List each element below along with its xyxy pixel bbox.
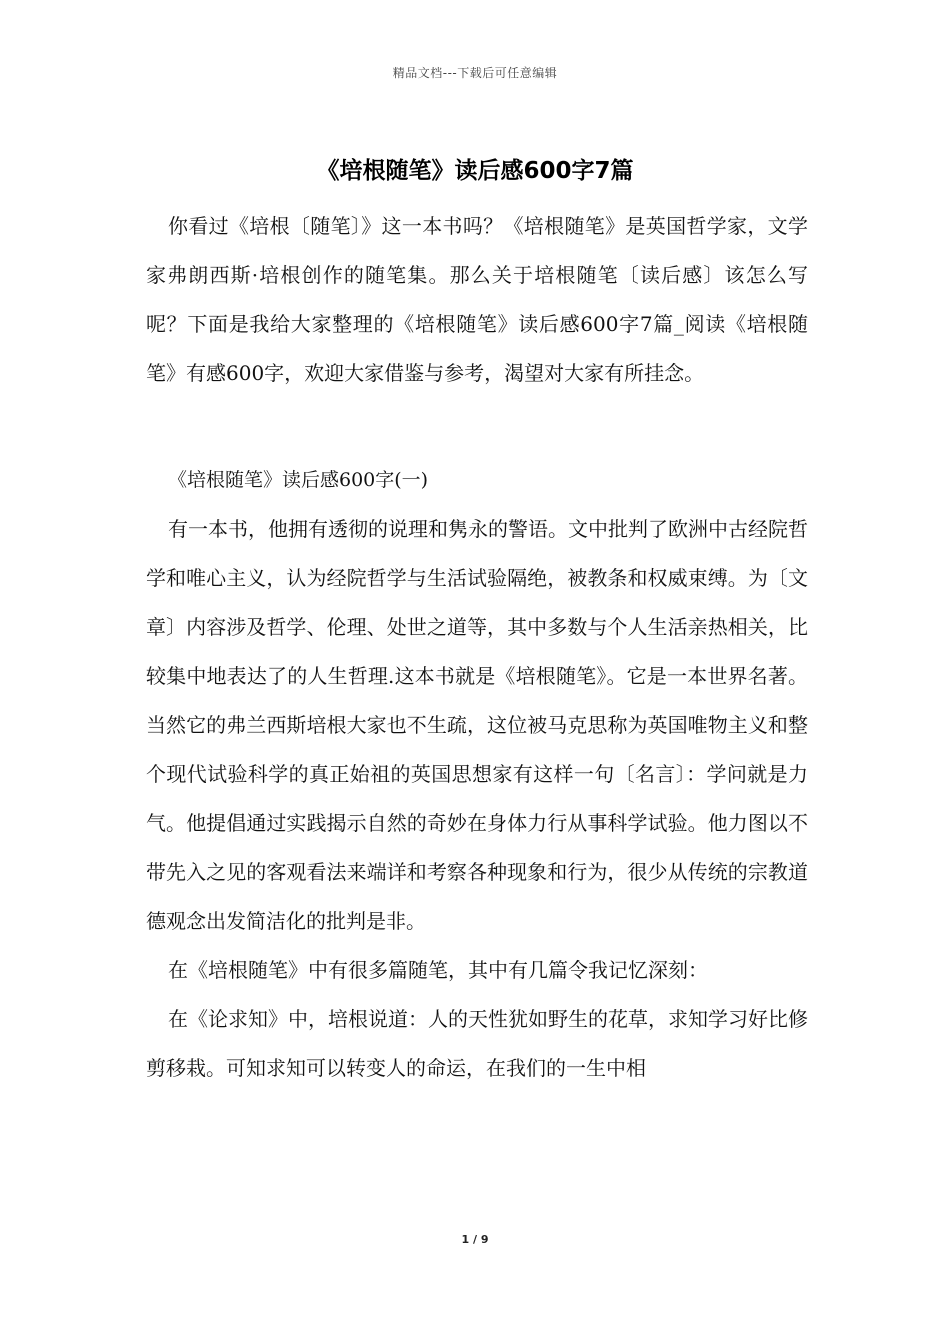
page-number: 1 / 9 — [461, 1233, 489, 1246]
intro-paragraph: 你看过《培根〔随笔〕》这一本书吗？《培根随笔》是英国哲学家，文学家弗朗西斯·培根创作的随笔集。那么关于培根随笔〔读后感〕该怎么写呢？下面是我给大家整理的《培根随笔》读后感600字7篇_阅读《培根随笔》有感600字，欢迎大家借鉴与参考，渴望对大家有所挂念。 — [146, 214, 808, 385]
page-header: 精品文档---下载后可任意编辑 — [392, 66, 558, 80]
document-body — [146, 202, 808, 1093]
body-paragraph: 有一本书，他拥有透彻的说理和隽永的警语。文中批判了欧洲中古经院哲学和唯心主义，认为经院哲学与生活试验隔绝，被教条和权威束缚。为〔文章〕内容涉及哲学、伦理、处世之道等，其中多数与个人生活亲热相关，比较集中地表达了的人生哲理.这本书就是《培根随笔》。它是一本世界名著。当然它的弗兰西斯培根大家也不生疏，这位被马克思称为英国唯物主义和整个现代试验科学的真正始祖的英国思想家有这样一句〔名言〕：学问就是力气。他提倡通过实践揭示自然的奇妙在身体力行从事科学试验。他力图以不带先入之见的客观看法来端详和考察各种现象和行为，很少从传统的宗教道德观念出发简洁化的批判是非。 — [146, 517, 808, 933]
body-paragraph: 在《培根随笔》中有很多篇随笔，其中有几篇令我记忆深刻： — [168, 958, 708, 982]
document-title: 《培根随笔》读后感600字7篇 — [316, 158, 634, 184]
section-heading: 《培根随笔》读后感600字(一) — [168, 469, 429, 491]
body-paragraph: 在《论求知》中，培根说道：人的天性犹如野生的花草，求知学习好比修剪移栽。可知求知可以转变人的命运，在我们的一生中相 — [146, 1007, 808, 1080]
